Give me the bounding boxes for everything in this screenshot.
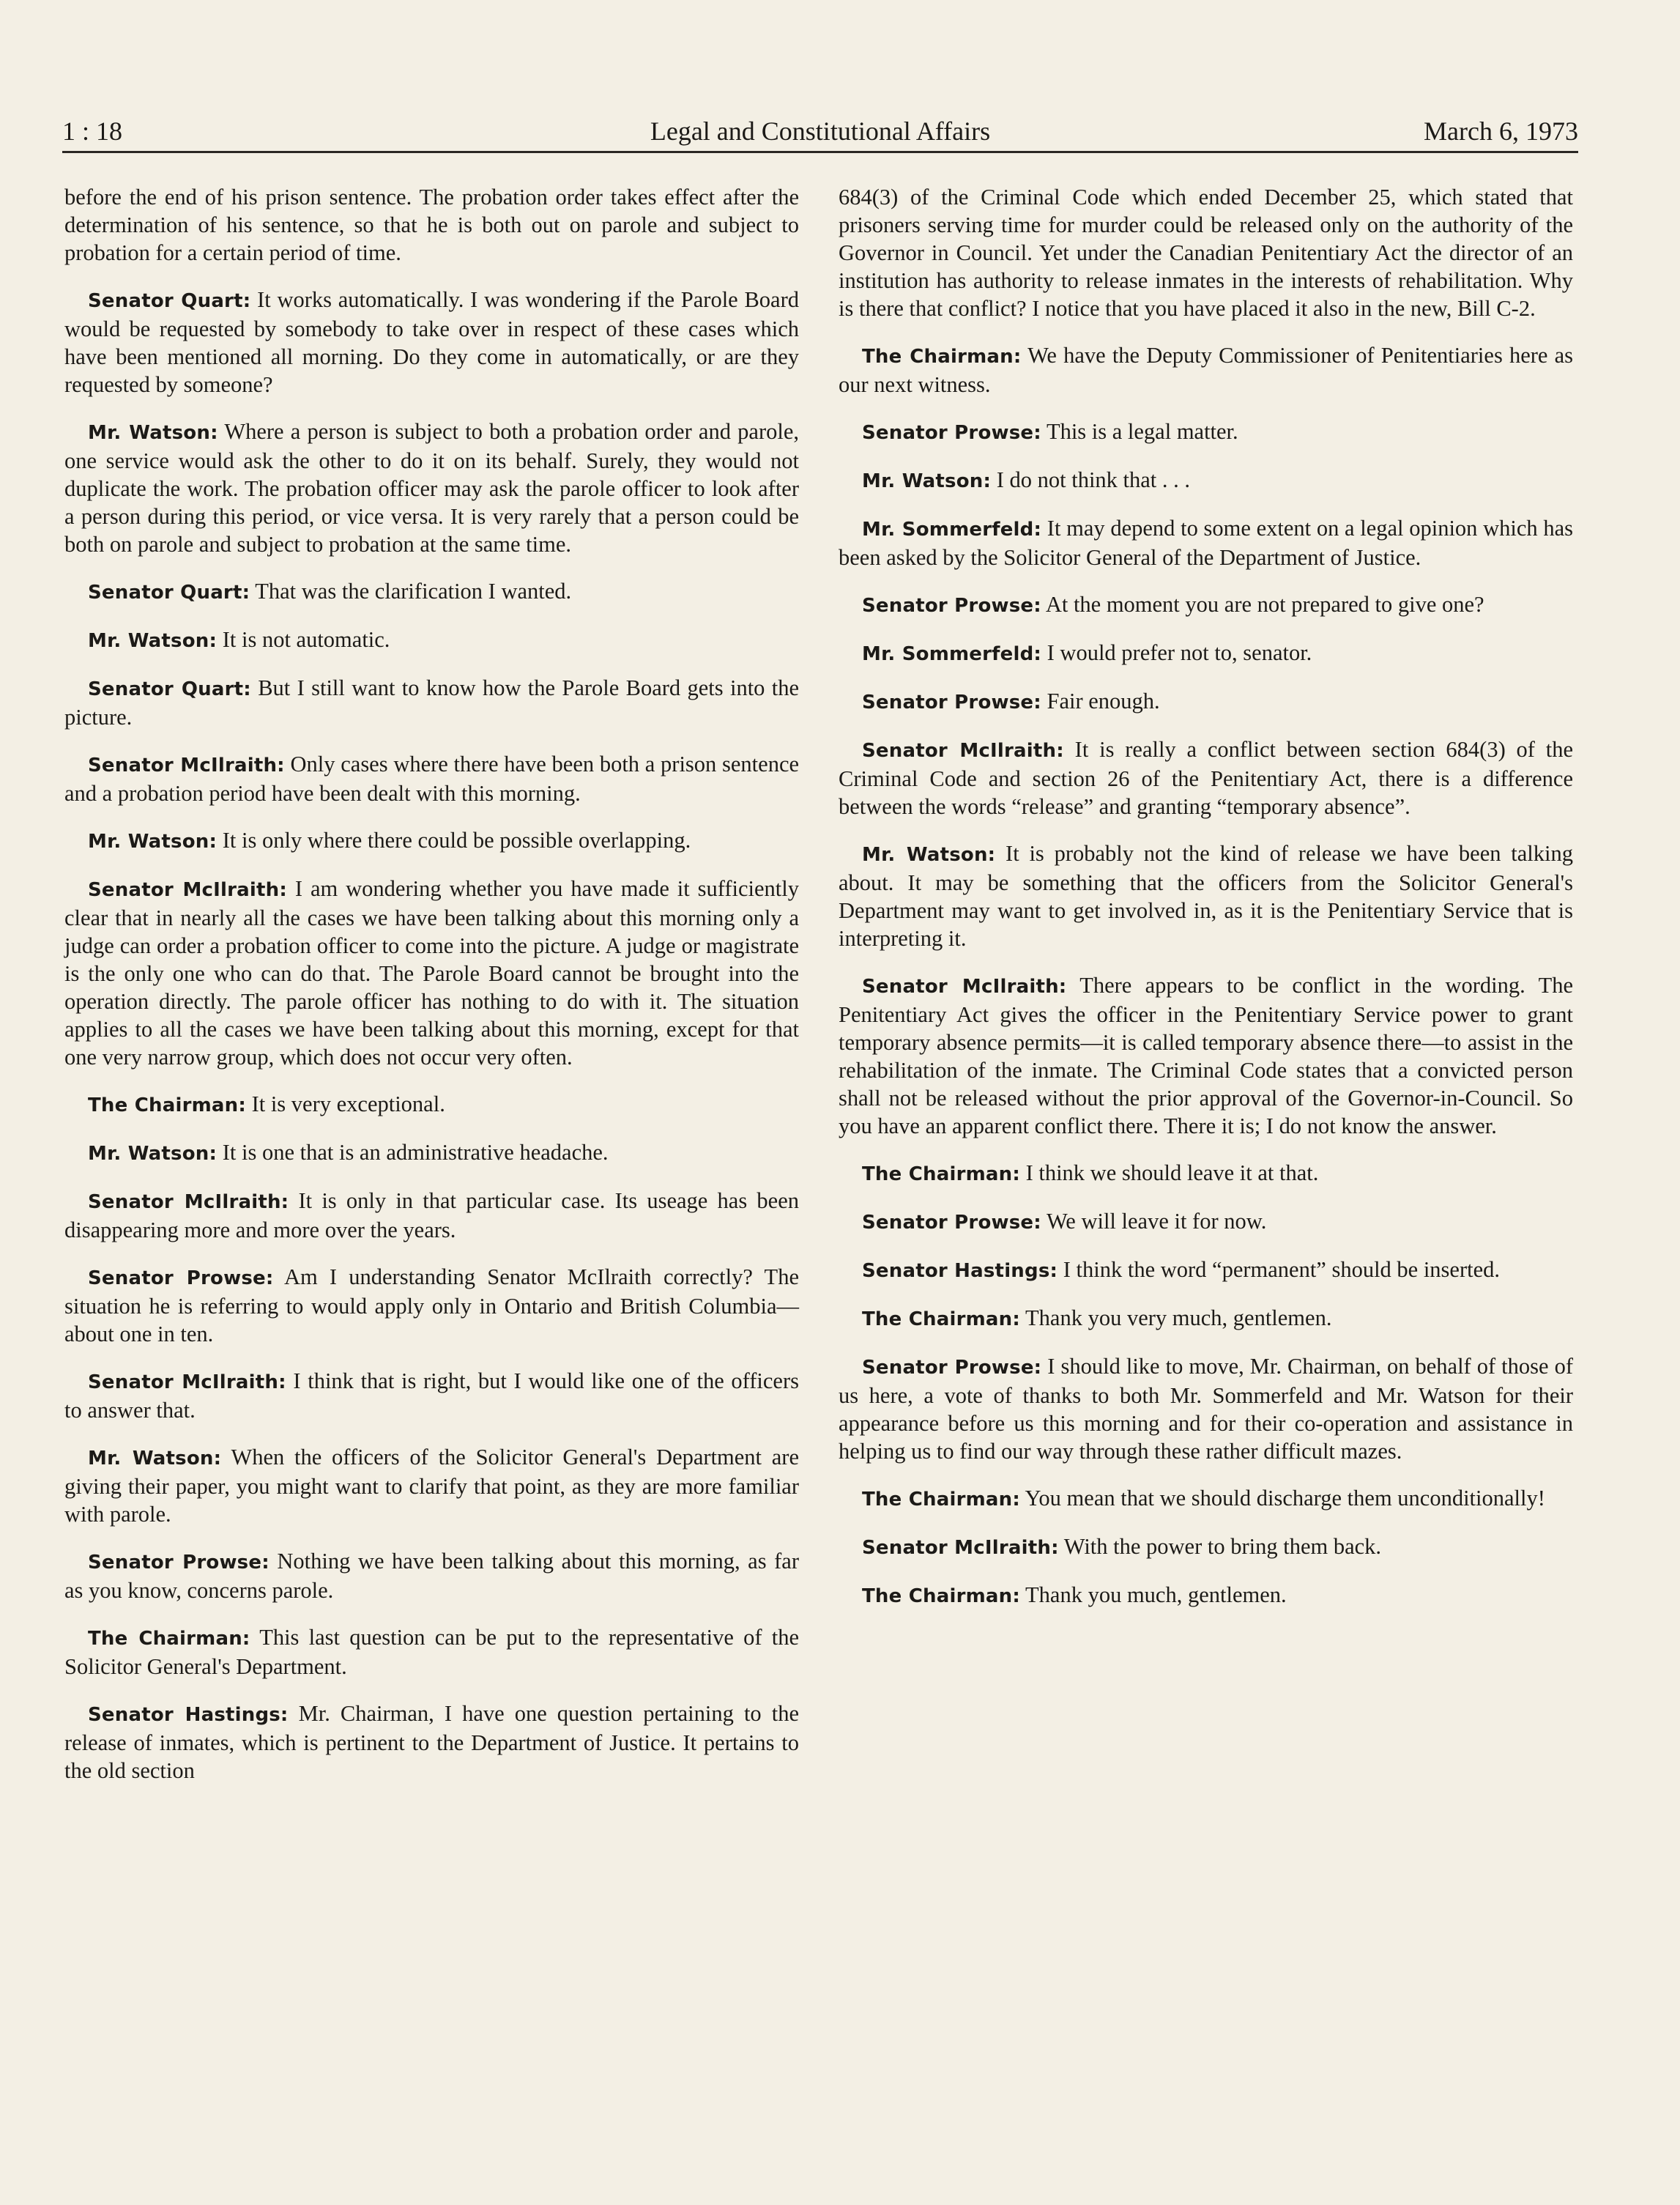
speech-text: It is really a conflict between section 684(3) of the Criminal Code and section 26 of the Penitentiary Act, there is a difference between the words “release” and granting “temporary absence”. [839,737,1573,819]
speaker-name: Senator McIlraith: [88,1371,286,1393]
speech-text: Where a person is subject to both a probation order and parole, one service would ask the other to do it on its behalf. Surely, they would not duplicate the work. The probation officer may ask the parole officer to look after a person during this period, or vice versa. It is very rarely that a person could be both on parole and subject to probation at the same time. [64,419,799,557]
transcript-paragraph [64,750,799,807]
transcript-paragraph [839,418,1573,447]
speech-text: You mean that we should discharge them unconditionally! [1025,1486,1545,1511]
speech-text: Only cases where there have been both a prison sentence and a probation period have been dealt with this morning. [64,752,800,806]
speaker-name: Mr. Sommerfeld: [862,643,1042,665]
transcript-paragraph [64,1263,799,1348]
speech-text: It may depend to some extent on a legal opinion which has been asked by the Solicitor General of the Department of Justice. [839,516,1574,570]
speaker-name: The Chairman: [862,1489,1020,1511]
speech-text: It is not automatic. [222,627,390,652]
transcript-paragraph [839,687,1573,716]
speaker-name: The Chairman: [862,1308,1020,1330]
speaker-name: Senator Prowse: [862,1357,1042,1379]
speech-text: It is very exceptional. [251,1092,445,1116]
transcript-paragraph [64,826,799,856]
speech-text: It is probably not the kind of release we have been talking about. It may be something that the officers from the Solicitor General's Department may want to get involved in, as it is the Penitentiary Service that is interpreting it. [839,841,1573,951]
transcript-paragraph [64,1187,799,1244]
speaker-name: Senator Prowse: [88,1267,274,1289]
speaker-name: Senator McIlraith: [88,755,285,777]
speaker-name: Mr. Sommerfeld: [862,519,1042,541]
speech-text: That was the clarification I wanted. [255,579,572,604]
speaker-name: Senator Hastings: [88,1704,289,1726]
speech-text: I think we should leave it at that. [1025,1160,1319,1185]
page-number: 1 : 18 [62,116,123,146]
transcript-paragraph [839,1352,1573,1465]
speech-text: It works automatically. I was wondering if the Parole Board would be requested by somebody to take over in respect of these cases which have been mentioned all morning. Do they come in automatically, or are they requested by someone? [64,287,800,397]
continued-paragraph [64,183,799,267]
transcript-paragraph [64,626,799,655]
speech-text: I am wondering whether you have made it sufficiently clear that in nearly all the cases we have been talking about this morning only a judge can order a probation officer to come into the picture. A judge or magistrate is the only one who can do that. The Parole Board cannot be brought into the operation directly. The parole officer has nothing to do with it. The situation applies to all the cases we have been talking about this morning, except for that one very narrow group, which does not occur very often. [64,876,799,1070]
speaker-name: Senator Prowse: [862,1212,1041,1234]
transcript-paragraph [64,418,799,558]
speech-text: It is one that is an administrative headache. [222,1140,609,1165]
speech-text: Thank you very much, gentlemen. [1025,1305,1332,1330]
speech-text: This last question can be put to the representative of the Solicitor General's Department. [64,1625,799,1679]
transcript-paragraph [64,1700,799,1785]
transcript-paragraph [839,735,1573,820]
speaker-name: Mr. Watson: [88,630,218,652]
speech-text: Fair enough. [1047,689,1160,714]
transcript-paragraph [839,840,1573,952]
transcript-paragraph [64,1367,799,1424]
speech-text: There appears to be conflict in the wording. The Penitentiary Act gives the officer in the Penitentiary Service power to grant temporary absence permits—it is called temporary absence there—to assist in the rehabilitation of the inmate. The Criminal Code states that a convicted person shall not be released without the prior approval of the Governor-in-Council. So you have an apparent conflict there. There it is; I do not know the answer. [839,973,1573,1138]
transcript-paragraph [839,1304,1573,1333]
speech-text: This is a legal matter. [1046,419,1238,444]
speech-text: When the officers of the Solicitor General's Department are giving their paper, you might want to clarify that point, as they are more familiar with parole. [64,1445,800,1527]
speech-text: Mr. Chairman, I have one question pertaining to the release of inmates, which is pertinent to the Department of Justice. It pertains to the old section [64,1701,799,1783]
speaker-name: Senator McIlraith: [88,1191,289,1213]
left-column [64,183,799,1804]
speech-text: But I still want to know how the Parole Board gets into the picture. [64,675,800,730]
transcript-paragraph [64,1090,799,1119]
transcript-paragraph [839,466,1573,495]
speaker-name: Senator McIlraith: [88,879,287,901]
speech-text: At the moment you are not prepared to give one? [1045,592,1484,617]
speaker-name: Senator Prowse: [862,692,1041,714]
transcript-paragraph [64,1443,799,1528]
transcript-paragraph [839,1159,1573,1188]
transcript-paragraph [839,590,1573,620]
transcript-paragraph [839,1256,1573,1285]
speaker-name: Mr. Watson: [88,1448,222,1470]
transcript-paragraph [64,875,799,1071]
speaker-name: Senator McIlraith: [862,976,1067,998]
transcript-paragraph [839,514,1573,571]
transcript-paragraph [839,639,1573,668]
speaker-name: Senator Prowse: [862,595,1041,617]
speech-text: I would prefer not to, senator. [1047,640,1312,665]
speech-text: I think that is right, but I would like one of the officers to answer that. [64,1368,799,1423]
speaker-name: Mr. Watson: [88,422,218,444]
transcript-paragraph [839,1533,1573,1562]
speech-text: 684(3) of the Criminal Code which ended December 25, which stated that prisoners serving time for murder could be released only on the authority of the Governor in Council. Yet under the Canadian Penitentiary Act the director of an institution has authority to release inmates in the interests of rehabilitation. Why is there that conflict? I notice that you have placed it also in the new, Bill C-2. [839,185,1573,321]
session-date: March 6, 1973 [1424,116,1578,146]
speech-text: Thank you much, gentlemen. [1025,1582,1287,1607]
speaker-name: The Chairman: [862,346,1022,368]
speaker-name: Mr. Watson: [88,1143,218,1165]
transcript-paragraph [64,1547,799,1604]
transcript-paragraph [64,286,799,399]
speaker-name: Senator Quart: [88,290,251,312]
transcript-paragraph [64,674,799,731]
speaker-name: The Chairman: [862,1585,1020,1607]
speech-text: We will leave it for now. [1046,1209,1267,1234]
speech-text: It is only in that particular case. Its useage has been disappearing more and more over the years. [64,1188,799,1242]
speaker-name: Senator McIlraith: [862,1537,1059,1559]
speech-text: Nothing we have been talking about this morning, as far as you know, concerns parole. [64,1549,799,1603]
transcript-paragraph [839,1484,1573,1513]
speech-text: With the power to bring them back. [1063,1534,1382,1559]
speech-text: We have the Deputy Commissioner of Penitentiaries here as our next witness. [839,343,1573,397]
continued-paragraph [839,183,1573,322]
transcript-paragraph [839,341,1573,399]
speech-text: Am I understanding Senator McIlraith correctly? The situation he is referring to would apply only in Ontario and British Columbia—about one in ten. [64,1264,799,1346]
transcript-paragraph [64,1623,799,1680]
speaker-name: Mr. Watson: [88,831,218,853]
speech-text: before the end of his prison sentence. The probation order takes effect after the determination of his sentence, so that he is both out on parole and subject to probation for a certain period of time. [64,185,799,265]
speaker-name: The Chairman: [88,1094,246,1116]
transcript-paragraph [839,971,1573,1140]
transcript-paragraph [839,1581,1573,1610]
speaker-name: Senator McIlraith: [862,740,1064,762]
speaker-name: The Chairman: [88,1628,250,1650]
speaker-name: Mr. Watson: [862,470,992,492]
transcript-paragraph [64,1138,799,1168]
speech-text: I think the word “permanent” should be inserted. [1063,1257,1501,1282]
speaker-name: Senator Prowse: [88,1552,270,1574]
page-header [62,110,1578,153]
speaker-name: Senator Prowse: [862,422,1041,444]
speaker-name: Mr. Watson: [862,844,996,866]
transcript-paragraph [64,577,799,607]
speaker-name: Senator Quart: [88,582,250,604]
speech-text: I should like to move, Mr. Chairman, on behalf of those of us here, a vote of thanks to both Mr. Sommerfeld and Mr. Watson for their appearance before us this morning and for their co-operation and assistance in helping us to find our way through these rather difficult mazes. [839,1354,1573,1464]
right-column [839,183,1573,1629]
publication-title: Legal and Constitutional Affairs [650,116,991,146]
speech-text: I do not think that . . . [996,467,1191,492]
speaker-name: The Chairman: [862,1163,1020,1185]
transcript-paragraph [839,1207,1573,1237]
speaker-name: Senator Quart: [88,678,251,700]
speaker-name: Senator Hastings: [862,1260,1058,1282]
speech-text: It is only where there could be possible overlapping. [222,828,691,853]
